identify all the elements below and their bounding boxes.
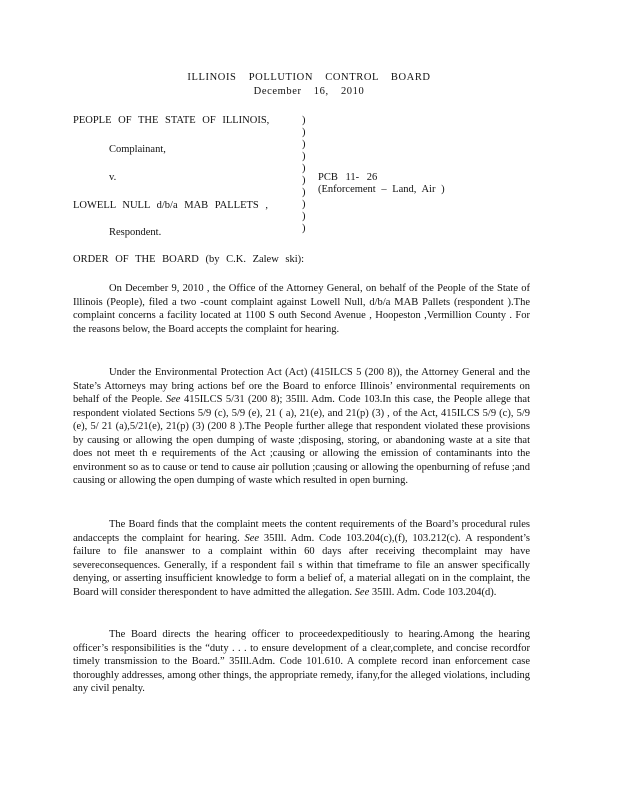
paragraph-2	[73, 366, 530, 488]
see-citation: See	[354, 586, 370, 598]
caption-paren: )	[302, 175, 306, 186]
plaintiff-role: Complainant,	[109, 144, 166, 155]
defendant-role: Respondent.	[109, 227, 162, 238]
paragraph-1: On December 9, 2010 , the Office of the Attorney General, on behalf of the People of the State of Illinois (People), filed a two -count complaint against Lowell Null, d/b/a MAB Pallets (respondent ).The complaint concerns a facility located at 1100 S outh Second Avenue , Hoopeston ,Vermillion County . For the reasons below, the Board accepts the complaint for hearing.	[73, 283, 530, 335]
caption-paren: )	[302, 139, 306, 150]
paragraph-3-text: 35Ill. Adm. Code 103.204(d).	[369, 586, 497, 598]
caption-paren: )	[302, 127, 306, 138]
caption-paren: )	[302, 223, 306, 234]
paragraph-2-text: 415ILCS 5/31 (200 8); 35Ill. Adm. Code 103.In this case, the People allege that respondent violated Sections 5/9 (c), 5/9 (e), 21 ( a), 21(e), and 21(p) (3) , of the Act, 415ILCS 5/9 (c), 5/9 (e), 5/ 21 (a),5/21(e), 21(p) (3) (200 8 ).The People further allege that respondent violated these provisions by causing or allowing the open dumping of waste ;disposing, storing, or abandoning waste at a site that does not meet th e requirements of the Act ;causing or allowing the emission of contaminants into the environment so as to cause or tend to cause air pollution ;causing or allowing the openburning of refuse ;and causing or allowing the open dumping of waste which resulted in open burning.	[73, 394, 530, 486]
paragraph-3-text: The Board finds that the complaint meets the content requirements of the Board’s procedural rules andaccepts the complaint for hearing.	[73, 519, 530, 544]
caption-paren: )	[302, 163, 306, 174]
caption-paren: )	[302, 199, 306, 210]
defendant-name: LOWELL NULL d/b/a MAB PALLETS ,	[73, 200, 268, 211]
paragraph-3-text: 35Ill. Adm. Code 103.204(c),(f), 103.212(c). A respondent’s failure to file ananswer to a complaint within 60 days after receiving thecomplaint may have severeconsequences. Generally, if a respondent fail s within that timeframe to file an answer specifically denying, or asserting insufficient knowledge to form a belief of, a material allegati on in the complaint, the Board will consider therespondent to have admitted the allegation.	[73, 532, 530, 598]
paragraph-2-text: Under the Environmental Protection Act (Act) (415ILCS 5 (200 8)), the Attorney General and the State’s Attorneys may bring actions bef ore the Board to enforce Illinois’ environmental requirements on behalf of the People.	[73, 367, 530, 405]
case-number: PCB 11- 26	[318, 172, 378, 183]
caption-paren: )	[302, 115, 306, 126]
plaintiff-name: PEOPLE OF THE STATE OF ILLINOIS,	[73, 115, 270, 126]
paragraph-4: The Board directs the hearing officer to proceedexpeditiously to hearing.Among the hearing officer’s responsibilities is the “duty . . . to ensure development of a clear,complete, and concise recordfor timely transmission to the Board.” 35Ill.Adm. Code 101.610. A complete record inan enforcement case thoroughly addresses, among other things, the appropriate remedy, ifany,for the alleged violations, including any civil penalty.	[73, 629, 530, 694]
order-heading: ORDER OF THE BOARD (by C.K. Zalew ski):	[73, 254, 305, 265]
order-date: December 16, 2010	[253, 86, 365, 97]
versus-label: v.	[109, 172, 117, 183]
see-citation: See	[165, 394, 181, 405]
caption-paren: )	[302, 151, 306, 162]
caption-paren: )	[302, 211, 306, 222]
paragraph-3	[73, 518, 530, 599]
board-title: ILLINOIS POLLUTION CONTROL BOARD	[187, 72, 431, 83]
see-citation: See	[244, 532, 260, 544]
case-type: (Enforcement – Land, Air )	[318, 184, 445, 195]
caption-paren: )	[302, 187, 306, 198]
